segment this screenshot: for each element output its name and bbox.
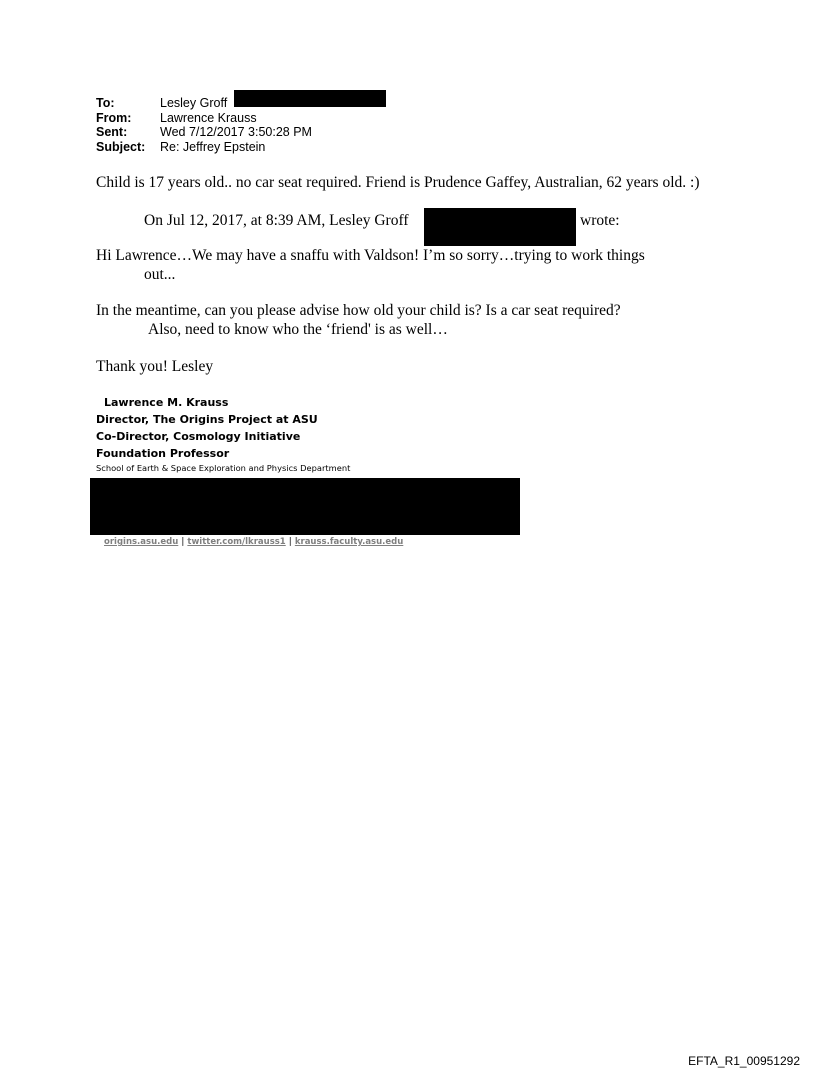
signature-name: Lawrence M. Krauss xyxy=(104,396,229,409)
subject-row xyxy=(96,140,312,155)
quote-intro-end: wrote: xyxy=(580,212,620,229)
document-id: EFTA_R1_00951292 xyxy=(688,1054,800,1068)
quoted-line-4: Also, need to know who the ‘friend' is as well… xyxy=(148,321,448,338)
from-label: From: xyxy=(96,110,132,125)
quoted-signoff: Thank you! Lesley xyxy=(96,358,214,375)
quoted-line-2: out... xyxy=(144,266,176,283)
signature-block xyxy=(96,394,318,462)
subject-value: Re: Jeffrey Epstein xyxy=(160,139,266,154)
signature-title-1: Director, The Origins Project at ASU xyxy=(96,413,318,426)
redaction-to-address xyxy=(234,90,386,107)
quoted-line-1: Hi Lawrence…We may have a snaffu with Valdson! I’m so sorry…trying to work things xyxy=(96,247,645,264)
signature-title-2: Co-Director, Cosmology Initiative xyxy=(96,430,301,443)
sent-value: Wed 7/12/2017 3:50:28 PM xyxy=(160,125,312,139)
signature-links xyxy=(104,537,403,547)
to-label: To: xyxy=(96,96,115,110)
quote-intro: On Jul 12, 2017, at 8:39 AM, Lesley Groff xyxy=(144,212,409,229)
faculty-link[interactable]: krauss.faculty.asu.edu xyxy=(294,537,404,547)
signature-department: School of Earth & Space Exploration and Physics Department xyxy=(96,463,351,473)
sent-row xyxy=(96,125,312,140)
link-separator-2: | xyxy=(288,537,292,547)
subject-label: Subject: xyxy=(96,139,146,154)
reply-text: Child is 17 years old.. no car seat required. Friend is Prudence Gaffey, Australian, 62 years old. :) xyxy=(96,174,700,191)
redaction-contact-block xyxy=(90,478,520,535)
twitter-link[interactable]: twitter.com/lkrauss1 xyxy=(187,537,286,547)
sent-label: Sent: xyxy=(96,125,128,139)
email-header xyxy=(96,96,312,154)
signature-title-3: Foundation Professor xyxy=(96,447,230,460)
quoted-line-3: In the meantime, can you please advise how old your child is? Is a car seat required? xyxy=(96,302,621,319)
to-value xyxy=(160,96,227,111)
origins-link[interactable]: origins.asu.edu xyxy=(104,537,179,547)
to-name: Lesley Groff xyxy=(160,96,228,110)
from-value: Lawrence Krauss xyxy=(160,110,257,125)
redaction-quote-email xyxy=(424,208,576,246)
to-row xyxy=(96,96,312,111)
from-row xyxy=(96,111,312,126)
link-separator-1: | xyxy=(181,537,185,547)
